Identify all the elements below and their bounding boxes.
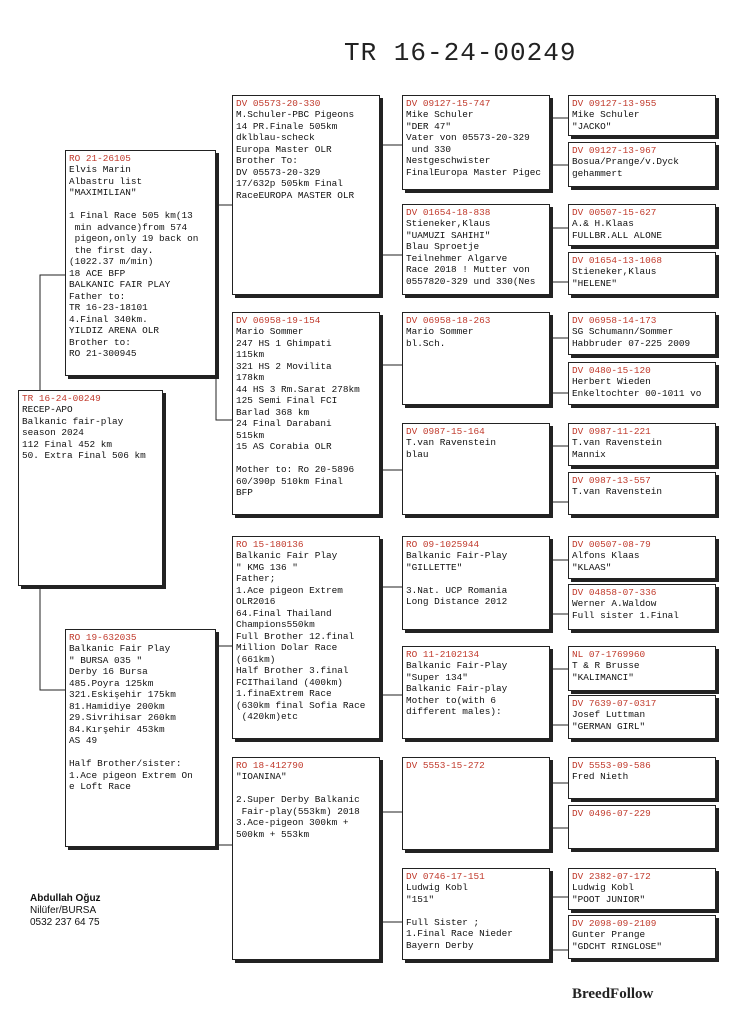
ring-number: DV 06958-19-154	[236, 315, 321, 326]
pedigree-dds[interactable]	[402, 757, 550, 850]
pedigree-dam[interactable]	[65, 629, 216, 847]
pigeon-details: Josef Luttman "GERMAN GIRL"	[572, 709, 646, 732]
pigeon-details: T.van Ravenstein	[572, 486, 663, 497]
pedigree-ssd[interactable]	[402, 204, 550, 295]
pedigree-g5-3[interactable]	[568, 204, 716, 246]
ring-number: DV 05573-20-330	[236, 98, 321, 109]
ring-number: RO 18-412790	[236, 760, 304, 771]
pigeon-details: A.& H.Klaas FULLBR.ALL ALONE	[572, 218, 663, 241]
pigeon-details: M.Schuler-PBC Pigeons 14 PR.Finale 505km dklblau-scheck Europa Master OLR Brother To: DV 05573-20-329 17/632p 505km Final RaceEUROPA MASTER OLR	[236, 109, 355, 201]
pigeon-details: Balkanic Fair Play " BURSA 035 " Derby 16 Bursa 485.Poyra 125km 321.Eskişehir 175km 81.Hamidiye 200km 29.Sivrihisar 260km 84.Kırşehir 453km AS 49 Half Brother/sister: 1.Ace pigeon Extrem On e Loft Race	[69, 643, 193, 792]
ring-number: RO 11-2102134	[406, 649, 480, 660]
ring-number: DV 5553-09-586	[572, 760, 651, 771]
pedigree-sire[interactable]	[65, 150, 216, 376]
ring-number: DV 0746-17-151	[406, 871, 485, 882]
pigeon-details: Fred Nieth	[572, 771, 629, 782]
pedigree-sss[interactable]	[402, 95, 550, 190]
pedigree-ddd[interactable]	[402, 868, 550, 960]
pigeon-details: "IOANINA" 2.Super Derby Balkanic Fair-play(553km) 2018 3.Ace-pigeon 300km + 500km + 553km	[236, 771, 360, 840]
pigeon-details: Ludwig Kobl "POOT JUNIOR"	[572, 882, 646, 905]
pigeon-details: Stieneker,Klaus "HELENE"	[572, 266, 657, 289]
ring-number: DV 06958-14-173	[572, 315, 657, 326]
ring-number: DV 09127-15-747	[406, 98, 491, 109]
pedigree-dam-dam[interactable]	[232, 757, 380, 960]
pigeon-details: Alfons Klaas "KLAAS"	[572, 550, 640, 573]
pigeon-details: Herbert Wieden Enkeltochter 00-1011 vo	[572, 376, 702, 399]
pedigree-title: TR 16-24-00249	[344, 38, 577, 68]
pedigree-subject[interactable]	[18, 390, 163, 586]
pedigree-g5-16[interactable]	[568, 915, 716, 959]
ring-number: RO 09-1025944	[406, 539, 480, 550]
pigeon-details: SG Schumann/Sommer Habbruder 07-225 2009	[572, 326, 691, 349]
pigeon-details: Werner A.Waldow Full sister 1.Final	[572, 598, 679, 621]
ring-number: DV 09127-13-955	[572, 98, 657, 109]
pigeon-details: T.van Ravenstein Mannix	[572, 437, 663, 460]
pedigree-g5-6[interactable]	[568, 362, 716, 405]
pigeon-details: T.van Ravenstein blau	[406, 437, 497, 460]
pedigree-g5-14[interactable]	[568, 805, 716, 849]
ring-number: DV 04858-07-336	[572, 587, 657, 598]
pedigree-g5-13[interactable]	[568, 757, 716, 799]
pigeon-details: Gunter Prange "GDCHT RINGLOSE"	[572, 929, 663, 952]
pigeon-details: Bosua/Prange/v.Dyck gehammert	[572, 156, 679, 179]
pigeon-details: Ludwig Kobl "151" Full Sister ; 1.Final Race Nieder Bayern Derby	[406, 882, 513, 951]
brand-logo: BreedFollow	[572, 986, 654, 1002]
pedigree-g5-8[interactable]	[568, 472, 716, 515]
pigeon-details: Mike Schuler "DER 47" Vater von 05573-20-329 und 330 Nestgeschwister FinalEuropa Master Pigec	[406, 109, 542, 178]
pedigree-sds[interactable]	[402, 312, 550, 405]
pedigree-dss[interactable]	[402, 536, 550, 630]
pedigree-g5-1[interactable]	[568, 95, 716, 136]
pigeon-details: Mario Sommer bl.Sch.	[406, 326, 474, 349]
pigeon-details: Mario Sommer 247 HS 1 Ghimpati 115km 321 HS 2 Movilita 178km 44 HS 3 Rm.Sarat 278km 125 Semi Final FCI Barlad 368 km 24 Final Darabani 515km 15 AS Corabia OLR Mother to: Ro 20-5896 60/390p 510km Final BFP	[236, 326, 360, 498]
pigeon-details: Balkanic Fair Play " KMG 136 " Father; 1.Ace pigeon Extrem OLR2016 64.Final Thailand Champions550km Full Brother 12.final Million Dolar Race (661km) Half Brother 3.final FCIThailand (400km) 1.finaExtrem Race (630km final Sofia Race (420km)etc	[236, 550, 366, 722]
ring-number: RO 19-632035	[69, 632, 137, 643]
ring-number: DV 0987-15-164	[406, 426, 485, 437]
ring-number: DV 01654-18-838	[406, 207, 491, 218]
ring-number: DV 01654-13-1068	[572, 255, 663, 266]
pedigree-g5-11[interactable]	[568, 646, 716, 691]
pigeon-details: Elvis Marin Albastru list "MAXIMILIAN" 1 Final Race 505 km(13 min advance)from 574 pigeon,only 19 back on the first day. (1022.37 m/min) 18 ACE BFP BALKANIC FAIR PLAY Father to: TR 16-23-18101 4.Final 340km. YILDIZ ARENA OLR Brother to: RO 21-300945	[69, 164, 199, 359]
ring-number: DV 09127-13-967	[572, 145, 657, 156]
pigeon-details: T & R Brusse "KALIMANCI"	[572, 660, 640, 683]
ring-number: DV 0987-11-221	[572, 426, 651, 437]
pedigree-g5-4[interactable]	[568, 252, 716, 295]
ring-number: DV 5553-15-272	[406, 760, 485, 771]
ring-number: DV 0987-13-557	[572, 475, 651, 486]
pedigree-sire-dam[interactable]	[232, 312, 380, 515]
pedigree-dam-sire[interactable]	[232, 536, 380, 739]
ring-number: RO 15-180136	[236, 539, 304, 550]
ring-number: DV 0480-15-120	[572, 365, 651, 376]
pigeon-details: Mike Schuler "JACKO"	[572, 109, 640, 132]
owner-city: Nilüfer/BURSA	[30, 905, 97, 916]
pigeon-details: Balkanic Fair-Play "Super 134" Balkanic Fair-play Mother to(with 6 different males):	[406, 660, 508, 717]
pedigree-g5-12[interactable]	[568, 695, 716, 739]
ring-number: DV 7639-07-0317	[572, 698, 657, 709]
ring-number: NL 07-1769960	[572, 649, 646, 660]
pedigree-dsd[interactable]	[402, 646, 550, 739]
pedigree-g5-7[interactable]	[568, 423, 716, 466]
pedigree-g5-9[interactable]	[568, 536, 716, 579]
pedigree-g5-15[interactable]	[568, 868, 716, 910]
pedigree-sdd[interactable]	[402, 423, 550, 515]
ring-number: DV 06958-18-263	[406, 315, 491, 326]
pigeon-details: Stieneker,Klaus "UAMUZI SAHIHI" Blau Sproetje Teilnehmer Algarve Race 2018 ! Mutter von 0557820-329 und 330(Nes	[406, 218, 536, 287]
owner-name: Abdullah Oğuz	[30, 893, 101, 904]
ring-number: DV 00507-15-627	[572, 207, 657, 218]
pedigree-sire-sire[interactable]	[232, 95, 380, 295]
pedigree-g5-2[interactable]	[568, 142, 716, 187]
pedigree-g5-10[interactable]	[568, 584, 716, 630]
owner-info	[30, 893, 101, 929]
pigeon-details: RECEP-APO Balkanic fair-play season 2024 112 Final 452 km 50. Extra Final 506 km	[22, 404, 146, 461]
ring-number: RO 21-26105	[69, 153, 131, 164]
ring-number: DV 2382-07-172	[572, 871, 651, 882]
ring-number: DV 2098-09-2109	[572, 918, 657, 929]
ring-number: DV 00507-08-79	[572, 539, 651, 550]
owner-phone: 0532 237 64 75	[30, 917, 100, 928]
ring-number: DV 0496-07-229	[572, 808, 651, 819]
pigeon-details: Balkanic Fair-Play "GILLETTE" 3.Nat. UCP Romania Long Distance 2012	[406, 550, 508, 607]
pedigree-g5-5[interactable]	[568, 312, 716, 355]
ring-number: TR 16-24-00249	[22, 393, 101, 404]
